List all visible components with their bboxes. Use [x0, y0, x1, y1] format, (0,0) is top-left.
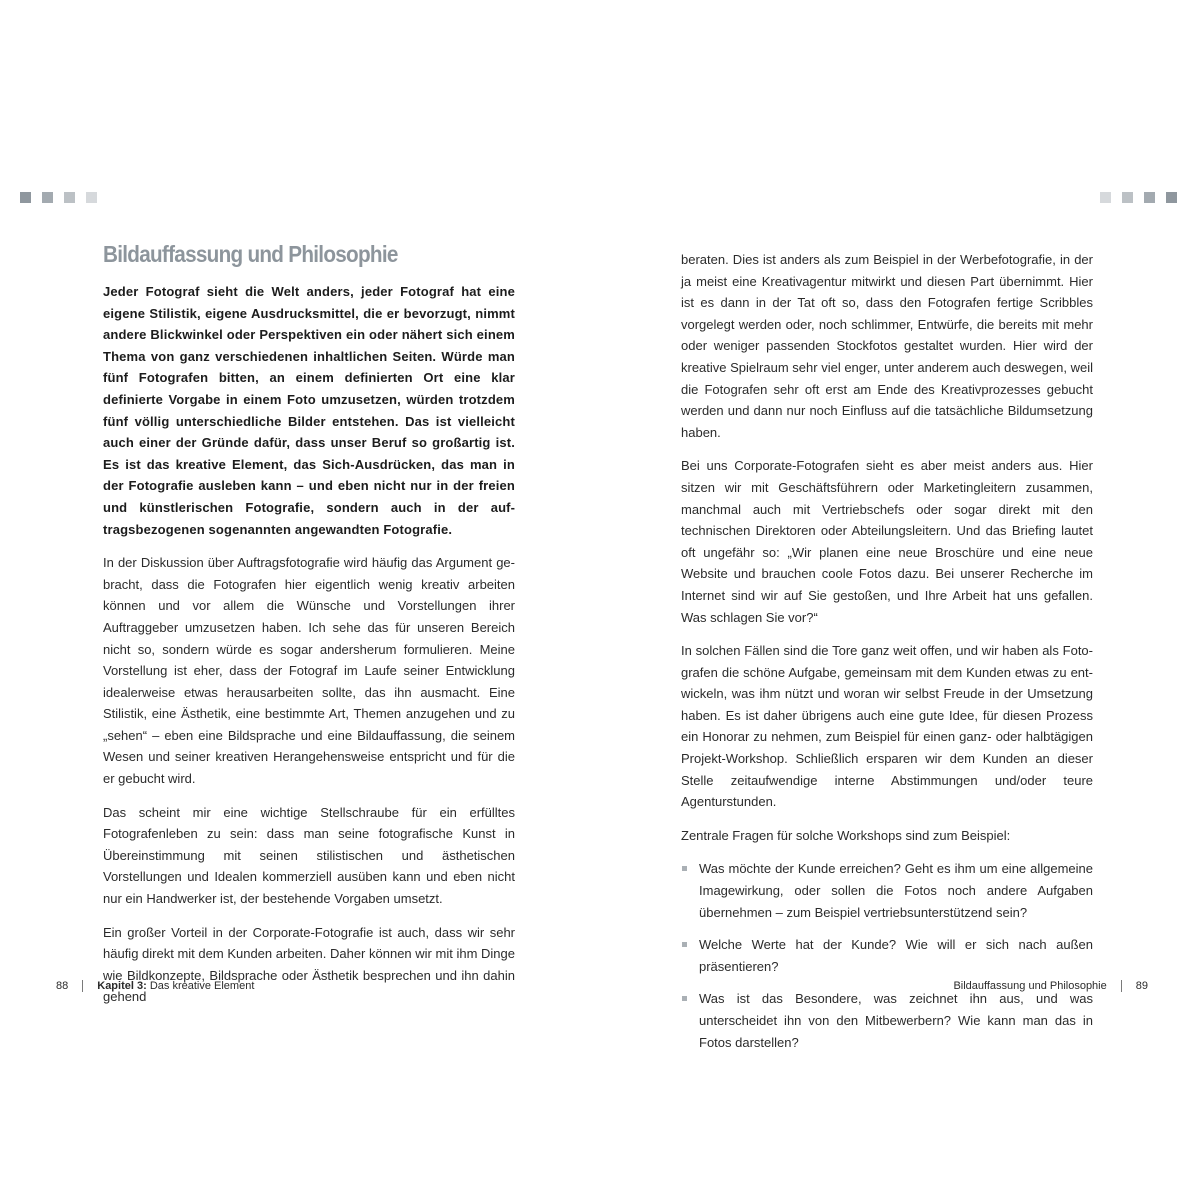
body-paragraph: In solchen Fällen sind die Tore ganz weit offen, und wir haben als Fotografen die schöne Aufgabe, gemeinsam mit dem Kunden etwas zu entwickeln, was ihm nützt und woran wir selbst Freude in der Umsetzung haben. Es ist daher übrigens auch eine gute Idee, für diesen Prozess ein Honorar zu nehmen, zum Beispiel für einen ganz- oder halbtägigen Projekt-Workshop. Schließlich ersparen wir dem Kunden an dieser Stelle zeitaufwendige interne Abstimmungen und/oder teure Agenturstunden. — [681, 643, 1093, 810]
question-list — [681, 858, 1093, 1053]
list-item — [681, 988, 1093, 1053]
right-text-column — [681, 249, 1093, 1064]
list-item — [681, 934, 1093, 977]
chapter-title: Das kreative Element — [149, 980, 255, 992]
list-item-text: Welche Werte hat der Kunde? Wie will er sich nach außen präsentieren? — [699, 937, 1093, 974]
decor-square — [1166, 192, 1177, 203]
section-title: Bildauffassung und Philosophie — [103, 241, 398, 267]
body-paragraph: beraten. Dies ist anders als zum Beispiel in der Werbefotografie, in der ja meist eine Kreativagentur mitwirkt und diesen Part übernimmt. Hier ist es dann in der Tat oft so, dass den Fotografen fertige Scribbles vorgelegt werden oder, noch schlimmer, Entwürfe, die bereits mit mehr oder weniger passenden Stockfotos gestaltet wurden. Hier wird der kreative Spielraum sehr viel enger, unter anderem auch deswegen, weil die Fotografen sehr oft erst am Ende des Kreativprozesses gebucht werden und dann nur noch Einfluss auf die tatsächliche Bildumsetzung haben. — [681, 252, 1093, 440]
left-page-decoration — [20, 192, 97, 204]
bullet-square-icon — [682, 866, 687, 871]
decor-square — [1144, 192, 1155, 203]
chapter-label: Kapitel 3: — [97, 980, 147, 992]
decor-square — [20, 192, 31, 203]
right-footer — [953, 978, 1148, 994]
decor-square — [86, 192, 97, 203]
list-item — [681, 858, 1093, 923]
footer-divider — [82, 980, 83, 992]
footer-divider — [1121, 980, 1122, 992]
decor-square — [42, 192, 53, 203]
decor-square — [64, 192, 75, 203]
list-item-text: Was möchte der Kunde erreichen? Geht es ihm um eine allgemeine Imagewirkung, oder sollen die Fotos noch andere Aufgaben übernehmen – zum Beispiel vertriebsunterstützend sein? — [699, 861, 1093, 920]
page-number: 88 — [56, 980, 69, 992]
body-paragraph: Ein großer Vorteil in der Corporate-Fotografie ist auch, dass wir sehr häufig direkt mit dem Kunden arbeiten. Daher können wir mit ihm Dinge wie Bildkonzepte, Bildsprache oder Ästhetik besprechen und ihn dahin gehend — [103, 924, 515, 1005]
decor-square — [1100, 192, 1111, 203]
left-footer — [56, 978, 254, 994]
list-item-text: Was ist das Besondere, was zeichnet ihn aus, und was unterscheidet ihn von den Mitbewerbern? Wie kann man das in Fotos darstellen? — [699, 991, 1093, 1050]
body-paragraph: Das scheint mir eine wichtige Stellschraube für ein erfülltes Fotografenleben zu sein: dass man seine fotografische Kunst in Übereinstimmung mit seinen stilistischen und ästhetischen Vorstellungen und Idealen kommerziell ausüben kann und eben nicht nur ein Handwerker ist, der bestehende Vorgaben umsetzt. — [103, 804, 515, 907]
decor-square — [1122, 192, 1133, 203]
page-number: 89 — [1135, 980, 1148, 992]
lead-paragraph: Jeder Fotograf sieht die Welt anders, jeder Fotograf hat eine eigene Stilistik, eigene Ausdrucksmittel, die er bevorzugt, nimmt andere Blickwinkel oder Perspektiven ein oder nähert sich einem Thema von ganz verschiedenen inhaltlichen Seiten. Würde man fünf Fotografen bitten, an einem definierten Ort eine klar definierte Vorgabe in einem Foto umzusetzen, würden trotzdem fünf völlig unterschiedliche Bilder entstehen. Das ist vielleicht auch einer der Gründe dafür, dass unser Beruf so großartig ist. Es ist das kreative Element, das Sich-Ausdrücken, das man in der Fotografie ausleben kann – und eben nicht nur in der freien und künstlerischen Fotografie, sondern auch in der auftragsbezogenen sogenannten angewandten Fotografie. — [103, 284, 515, 537]
bullet-square-icon — [682, 942, 687, 947]
right-page-decoration — [1100, 192, 1177, 204]
list-intro: Zentrale Fragen für solche Workshops sind zum Beispiel: — [681, 827, 1011, 843]
bullet-square-icon — [682, 996, 687, 1001]
left-text-column — [103, 281, 515, 1020]
body-paragraph: Bei uns Corporate-Fotografen sieht es aber meist anders aus. Hier sitzen wir mit Geschäftsführern oder Marketingleitern zusammen, manchmal auch mit Vertriebschefs oder sogar direkt mit den technischen Direktoren oder Abteilungsleitern. Und das Briefing lautet oft ungefähr so: „Wir planen eine neue Broschüre und eine neue Website und brauchen coole Fotos dazu. Bei unserer Recherche im Internet sind wir auf Sie gestoßen, und Ihre Arbeit hat uns gefallen. Was schlagen Sie vor?“ — [681, 458, 1093, 625]
running-title: Bildauffassung und Philosophie — [953, 980, 1107, 992]
body-paragraph: In der Diskussion über Auftragsfotografie wird häufig das Argument gebracht, dass die Fotografen hier eigentlich wenig kreativ arbeiten können und vor allem die Wünsche und Vorstellungen ihrer Auftraggeber umzusetzen haben. Ich sehe das für unseren Bereich nicht so, sondern würde es sogar andersherum formulieren. Meine Vorstellung ist eher, dass der Fotograf im Laufe seiner Entwicklung idealerweise etwas herausarbeiten sollte, das ihn ausmacht. Eine Stilistik, eine Ästhetik, eine bestimmte Art, Themen anzugehen und zu „sehen“ – eben eine Bildsprache und eine Bildauffassung, die seinem Wesen und seiner kreativen Herangehensweise entspricht und für die er gebucht wird. — [103, 555, 515, 787]
